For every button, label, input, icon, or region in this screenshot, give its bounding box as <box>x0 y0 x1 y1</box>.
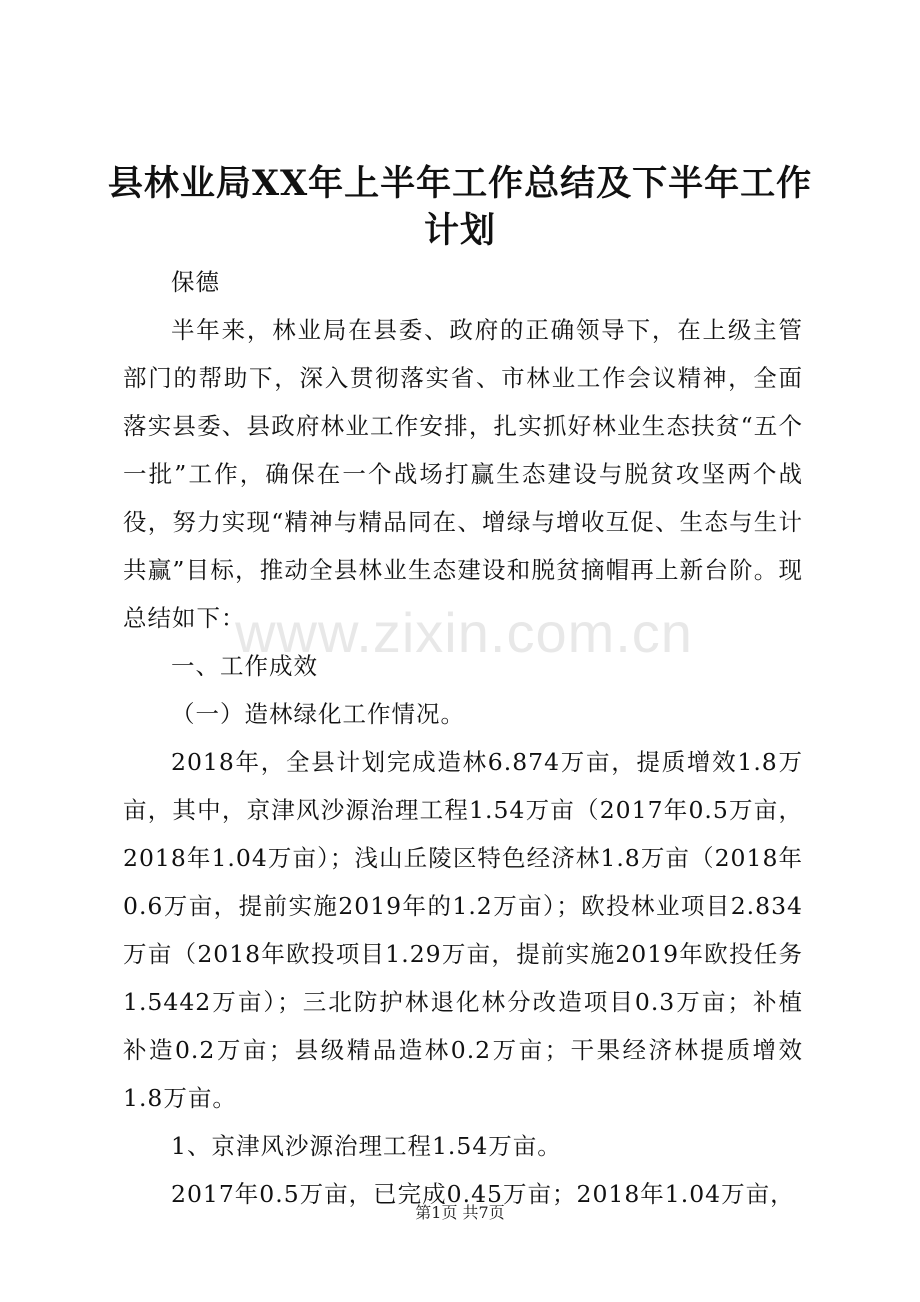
watermark: www.zixin.com.cn <box>235 601 693 664</box>
item-heading: 1、京津风沙源治理工程1.54万亩。 <box>171 1132 562 1160</box>
page-footer: 第1页 共7页 <box>415 1203 505 1222</box>
author-line: 保德 <box>171 268 220 296</box>
document-title: 县林业局XX年上半年工作总结及下半年工作计划 <box>107 163 813 251</box>
subsection-heading: （一）造林绿化工作情况。 <box>171 700 465 728</box>
document-body <box>123 258 803 1218</box>
paragraph-afforestation: 2018年，全县计划完成造林6.874万亩，提质增效1.8万亩，其中，京津风沙源治理工程1.54万亩（2017年0.5万亩，2018年1.04万亩）；浅山丘陵区特色经济林1.8万亩（2018年0.6万亩，提前实施2019年的1.2万亩）；欧投林业项目2.834万亩（2018年欧投项目1.29万亩，提前实施2019年欧投任务1.5442万亩）；三北防护林退化林分改造项目0.3万亩；补植补造0.2万亩；县级精品造林0.2万亩；干果经济林提质增效1.8万亩。 <box>123 748 803 1112</box>
paragraph-intro: 半年来，林业局在县委、政府的正确领导下，在上级主管部门的帮助下，深入贯彻落实省、市林业工作会议精神，全面落实县委、县政府林业工作安排，扎实抓好林业生态扶贫“五个一批”工作，确保在一个战场打赢生态建设与脱贫攻坚两个战役，努力实现“精神与精品同在、增绿与增收互促、生态与生计共赢”目标，推动全县林业生态建设和脱贫摘帽再上新台阶。现总结如下： <box>123 316 803 632</box>
paragraph-progress: 2017年0.5万亩，已完成0.45万亩；2018年1.04万亩， <box>171 1180 795 1208</box>
section-heading: 一、工作成效 <box>171 652 318 680</box>
